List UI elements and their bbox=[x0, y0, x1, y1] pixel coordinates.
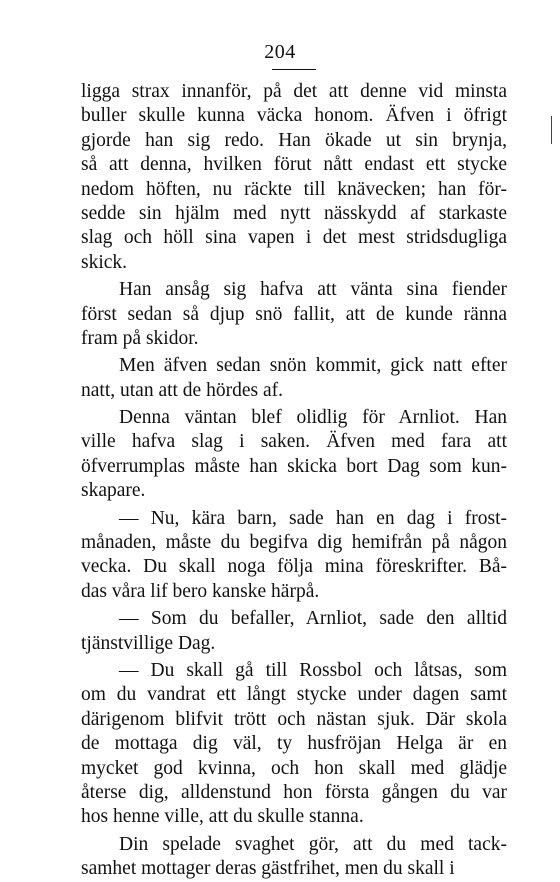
text-line: Din spelade svaghet gör, att du med tack- bbox=[119, 833, 507, 855]
text-line: slag och höll sina vapen i det mest stridsdugliga bbox=[81, 227, 507, 249]
paragraph bbox=[81, 607, 507, 656]
text-line: — Du skall gå till Rossbol och låtsas, som bbox=[119, 659, 507, 681]
text-line: ville hafva slag i saken. Äfven med fara att bbox=[81, 431, 507, 453]
paragraph bbox=[81, 659, 507, 830]
text-line: Han ansåg sig hafva att vänta sina fiender bbox=[119, 279, 507, 301]
text-line: — Som du befaller, Arnliot, sade den alltid bbox=[119, 608, 507, 630]
text-line: hos henne ville, att du skulle stanna. bbox=[81, 806, 364, 828]
text-line: öfverrumplas måste han skicka bort Dag som kun- bbox=[81, 455, 507, 477]
text-line: natt, utan att de hördes af. bbox=[81, 379, 283, 401]
paragraph bbox=[81, 278, 507, 351]
paragraph bbox=[81, 507, 507, 605]
paragraph bbox=[81, 406, 507, 504]
text-line: därigenom blifvit trött och nästan sjuk. Där skola bbox=[81, 708, 507, 730]
text-line: mycket god kvinna, och hon skall med glädje bbox=[81, 757, 507, 779]
text-line: de mottaga dig väl, ty husfröjan Helga är en bbox=[81, 733, 507, 755]
paragraph bbox=[81, 80, 507, 275]
text-line: så att denna, hvilken förut nått endast ett stycke bbox=[81, 154, 507, 176]
text-line: återse dig, alldenstund hon första gången du var bbox=[81, 781, 507, 803]
body-text bbox=[81, 80, 507, 882]
text-line: sedde sin hjälm med nytt nässkydd af starkaste bbox=[81, 202, 507, 224]
text-line: nedom höften, nu räckte till knävecken; han för- bbox=[81, 178, 507, 200]
text-line: först sedan så djup snö fallit, att de kunde ränna bbox=[81, 303, 507, 325]
text-line: buller skulle kunna väcka honom. Äfven i öfrigt bbox=[81, 105, 507, 127]
text-line: tjänstvillige Dag. bbox=[81, 632, 216, 654]
paragraph bbox=[81, 833, 507, 882]
paragraph bbox=[81, 354, 507, 403]
text-line: vecka. Du skall noga följa mina föreskrifter. Bå- bbox=[81, 556, 507, 578]
text-line: fram på skidor. bbox=[81, 327, 199, 349]
text-line: månaden, måste du begifva dig hemifrån på någon bbox=[81, 532, 507, 554]
text-line: om du vandrat ett långt stycke under dagen samt bbox=[81, 684, 507, 706]
text-line: skick. bbox=[81, 251, 128, 273]
text-line: Denna väntan blef olidlig för Arnliot. Han bbox=[119, 407, 507, 429]
text-line: ligga strax innanför, på det att denne vid minsta bbox=[81, 81, 507, 102]
text-line: das våra lif bero kanske härpå. bbox=[81, 580, 320, 602]
text-line: samhet mottager deras gästfrihet, men du skall i bbox=[81, 858, 455, 880]
page-number: 204 bbox=[264, 41, 296, 63]
page-number-rule bbox=[272, 69, 316, 70]
text-line: — Nu, kära barn, sade han en dag i frost- bbox=[119, 507, 507, 529]
text-line: skapare. bbox=[81, 480, 146, 502]
text-line: gjorde han sig redo. Han ökade ut sin brynja, bbox=[81, 129, 507, 151]
margin-mark bbox=[551, 116, 552, 144]
text-line: Men äfven sedan snön kommit, gick natt efter bbox=[119, 355, 507, 377]
